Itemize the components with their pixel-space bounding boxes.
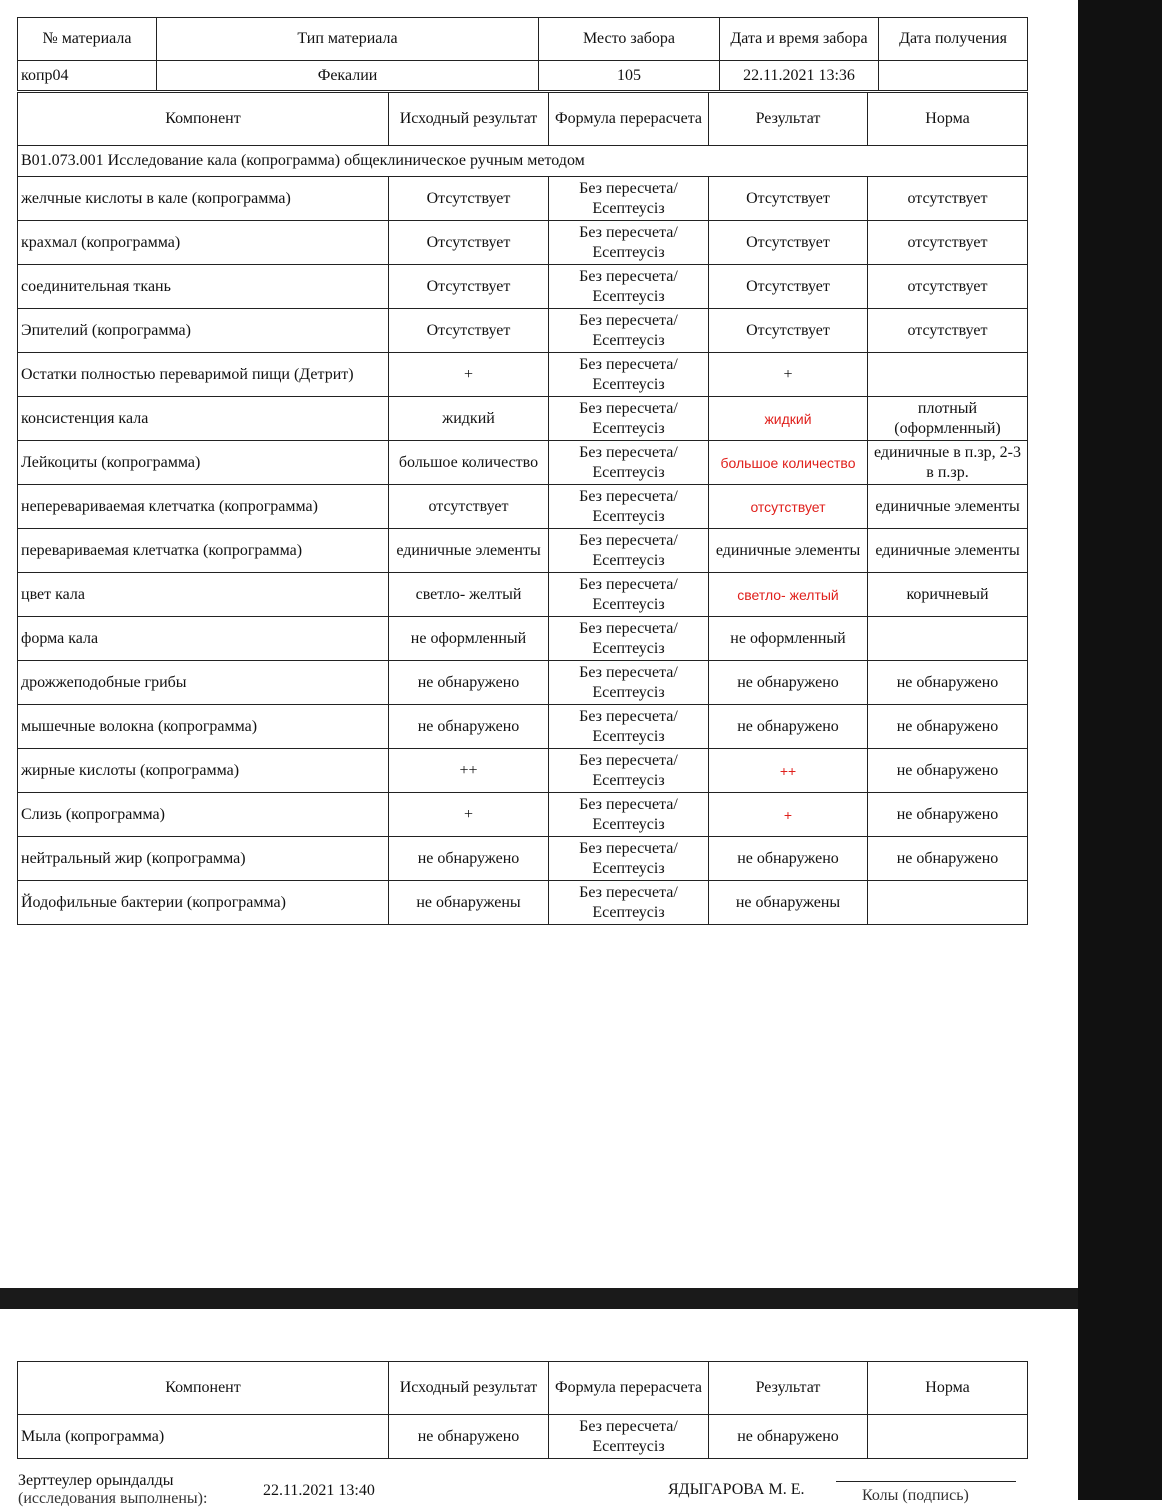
table-row	[18, 221, 1028, 265]
table-row	[18, 441, 1028, 485]
row-result: Отсутствует	[709, 265, 868, 309]
col-component: Компонент	[18, 93, 389, 146]
col-result: Результат	[709, 93, 868, 146]
row-norm	[868, 617, 1028, 661]
row-norm	[868, 353, 1028, 397]
row-norm	[868, 881, 1028, 925]
row-component: перевариваемая клетчатка (копрограмма)	[18, 529, 389, 573]
signature-line	[836, 1481, 1016, 1482]
row-initial: жидкий	[389, 397, 549, 441]
row-formula: Без пересчета/ Есептеусіз	[549, 1415, 709, 1459]
col-component: Компонент	[18, 1362, 389, 1415]
row-result: Отсутствует	[709, 309, 868, 353]
row-result: большое количество	[709, 441, 868, 485]
row-initial: Отсутствует	[389, 309, 549, 353]
row-norm: не обнаружено	[868, 661, 1028, 705]
row-result: светло- желтый	[709, 573, 868, 617]
row-formula: Без пересчета/ Есептеусіз	[549, 529, 709, 573]
row-result: Отсутствует	[709, 221, 868, 265]
row-norm: отсутствует	[868, 221, 1028, 265]
row-component: нейтральный жир (копрограмма)	[18, 837, 389, 881]
row-result: +	[709, 353, 868, 397]
row-initial: не обнаружены	[389, 881, 549, 925]
row-initial: не обнаружено	[389, 837, 549, 881]
table-row	[18, 837, 1028, 881]
row-result: отсутствует	[709, 485, 868, 529]
row-initial: ++	[389, 749, 549, 793]
row-initial: большое количество	[389, 441, 549, 485]
signature-label: Колы (подпись)	[862, 1487, 969, 1504]
row-component: непереваривaемая клетчатка (копрограмма)	[18, 485, 389, 529]
row-norm: единичные в п.зр, 2-3 в п.зр.	[868, 441, 1028, 485]
header-place-label: Место забора	[539, 18, 720, 61]
table-row	[18, 661, 1028, 705]
table-row	[18, 881, 1028, 925]
performed-label-kz: Зерттеулер орындалды	[18, 1472, 174, 1489]
row-norm	[868, 1415, 1028, 1459]
page-separator	[0, 1288, 1078, 1309]
sample-header-table	[17, 17, 1028, 91]
row-formula: Без пересчета/ Есептеусіз	[549, 793, 709, 837]
row-formula: Без пересчета/ Есептеусіз	[549, 397, 709, 441]
row-norm: плотный (оформленный)	[868, 397, 1028, 441]
row-formula: Без пересчета/ Есептеусіз	[549, 177, 709, 221]
row-initial: не обнаружено	[389, 1415, 549, 1459]
col-norm: Норма	[868, 1362, 1028, 1415]
results-table	[17, 92, 1028, 925]
row-result: не обнаружено	[709, 837, 868, 881]
row-component: Эпителий (копрограмма)	[18, 309, 389, 353]
row-norm: отсутствует	[868, 309, 1028, 353]
executor-name: ЯДЫГАРОВА М. Е.	[668, 1481, 805, 1498]
col-formula: Формула перерасчета	[549, 1362, 709, 1415]
report-page-2	[0, 1309, 1078, 1507]
row-result: единичные элементы	[709, 529, 868, 573]
row-initial: Отсутствует	[389, 221, 549, 265]
row-component: мышечные волокна (копрограмма)	[18, 705, 389, 749]
material-type-value: Фекалии	[157, 61, 539, 91]
row-norm: не обнаружено	[868, 837, 1028, 881]
row-component: Остатки полностью переваримой пищи (Детрит)	[18, 353, 389, 397]
datetime-value: 22.11.2021 13:36	[720, 61, 879, 91]
row-initial: +	[389, 353, 549, 397]
table-row	[18, 573, 1028, 617]
row-formula: Без пересчета/ Есептеусіз	[549, 309, 709, 353]
row-norm: не обнаружено	[868, 793, 1028, 837]
performed-date: 22.11.2021 13:40	[263, 1482, 375, 1499]
row-initial: отсутствует	[389, 485, 549, 529]
table-row	[18, 705, 1028, 749]
row-initial: Отсутствует	[389, 177, 549, 221]
row-result: жидкий	[709, 397, 868, 441]
row-initial: не оформленный	[389, 617, 549, 661]
row-result: Отсутствует	[709, 177, 868, 221]
row-norm: отсутствует	[868, 177, 1028, 221]
row-component: цвет кала	[18, 573, 389, 617]
row-norm: коричневый	[868, 573, 1028, 617]
row-formula: Без пересчета/ Есептеусіз	[549, 485, 709, 529]
row-component: соединительная ткань	[18, 265, 389, 309]
performed-label-ru: (исследования выполнены):	[18, 1490, 208, 1507]
table-row	[18, 177, 1028, 221]
row-formula: Без пересчета/ Есептеусіз	[549, 441, 709, 485]
header-received-label: Дата получения	[879, 18, 1028, 61]
table-row	[18, 309, 1028, 353]
table-row	[18, 353, 1028, 397]
row-result: не обнаружены	[709, 881, 868, 925]
results-table-continued	[17, 1361, 1028, 1459]
table-row	[18, 265, 1028, 309]
table-row	[18, 397, 1028, 441]
row-norm: не обнаружено	[868, 705, 1028, 749]
section-title: B01.073.001 Исследование кала (копрограмма) общеклиническое ручным методом	[18, 146, 1028, 177]
row-result: не оформленный	[709, 617, 868, 661]
row-result: не обнаружено	[709, 1415, 868, 1459]
col-initial-result: Исходный результат	[389, 1362, 549, 1415]
row-component: желчные кислоты в кале (копрограмма)	[18, 177, 389, 221]
col-result: Результат	[709, 1362, 868, 1415]
row-component: Йодофильные бактерии (копрограмма)	[18, 881, 389, 925]
row-formula: Без пересчета/ Есептеусіз	[549, 837, 709, 881]
header-datetime-label: Дата и время забора	[720, 18, 879, 61]
row-formula: Без пересчета/ Есептеусіз	[549, 265, 709, 309]
row-formula: Без пересчета/ Есептеусіз	[549, 881, 709, 925]
row-component: дрожжеподобные грибы	[18, 661, 389, 705]
row-initial: не обнаружено	[389, 705, 549, 749]
row-norm: единичные элементы	[868, 529, 1028, 573]
header-material-type-label: Тип материала	[157, 18, 539, 61]
performed-label	[18, 1472, 207, 1508]
row-formula: Без пересчета/ Есептеусіз	[549, 705, 709, 749]
row-formula: Без пересчета/ Есептеусіз	[549, 221, 709, 265]
table-row	[18, 529, 1028, 573]
row-formula: Без пересчета/ Есептеусіз	[549, 617, 709, 661]
col-formula: Формула перерасчета	[549, 93, 709, 146]
row-formula: Без пересчета/ Есептеусіз	[549, 749, 709, 793]
row-norm: не обнаружено	[868, 749, 1028, 793]
row-component: крахмал (копрограмма)	[18, 221, 389, 265]
table-row	[18, 485, 1028, 529]
row-component: Мыла (копрограмма)	[18, 1415, 389, 1459]
header-material-no-label: № материала	[18, 18, 157, 61]
row-result: +	[709, 793, 868, 837]
table-row	[18, 793, 1028, 837]
row-initial: +	[389, 793, 549, 837]
dark-edge-right	[1078, 0, 1162, 1500]
col-initial-result: Исходный результат	[389, 93, 549, 146]
material-no-value: копр04	[18, 61, 157, 91]
row-formula: Без пересчета/ Есептеусіз	[549, 353, 709, 397]
row-result: ++	[709, 749, 868, 793]
row-result: не обнаружено	[709, 705, 868, 749]
row-component: Лейкоциты (копрограмма)	[18, 441, 389, 485]
table-row	[18, 617, 1028, 661]
row-result: не обнаружено	[709, 661, 868, 705]
row-initial: не обнаружено	[389, 661, 549, 705]
received-value	[879, 61, 1028, 91]
table-row	[18, 1415, 1028, 1459]
row-initial: единичные элементы	[389, 529, 549, 573]
row-initial: Отсутствует	[389, 265, 549, 309]
row-norm: отсутствует	[868, 265, 1028, 309]
row-formula: Без пересчета/ Есептеусіз	[549, 573, 709, 617]
place-value: 105	[539, 61, 720, 91]
row-initial: светло- желтый	[389, 573, 549, 617]
row-component: форма кала	[18, 617, 389, 661]
col-norm: Норма	[868, 93, 1028, 146]
row-component: Слизь (копрограмма)	[18, 793, 389, 837]
row-formula: Без пересчета/ Есептеусіз	[549, 661, 709, 705]
row-component: консистенция кала	[18, 397, 389, 441]
row-component: жирные кислоты (копрограмма)	[18, 749, 389, 793]
row-norm: единичные элементы	[868, 485, 1028, 529]
table-row	[18, 749, 1028, 793]
